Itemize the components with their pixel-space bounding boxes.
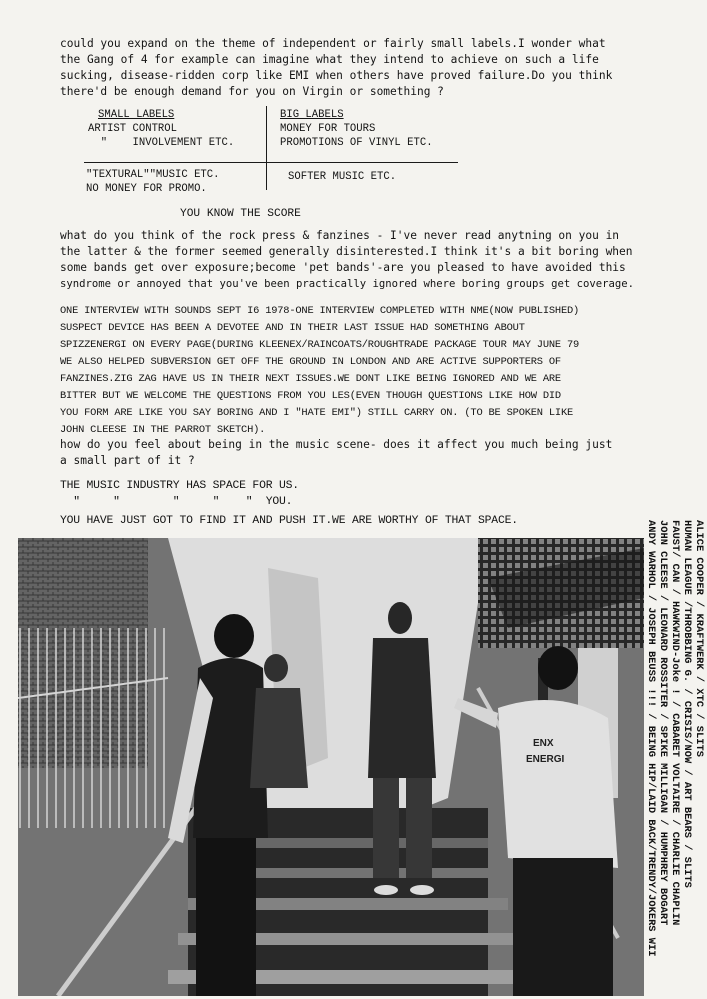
text-line: JOHN CLEESE IN THE PARROT SKETCH). (60, 424, 266, 436)
big-labels-line: MONEY FOR TOURS (280, 123, 376, 135)
small-labels-line: " INVOLVEMENT ETC. (88, 137, 235, 149)
text-line: ONE INTERVIEW WITH SOUNDS SEPT I6 1978-ONE INTERVIEW COMPLETED WITH NME(NOW PUBLISHED) (60, 305, 580, 317)
text-line: how do you feel about being in the music scene- does it affect you much being just (60, 438, 613, 451)
table-divider-vertical (266, 106, 267, 190)
labels-comparison-table (84, 104, 484, 200)
small-labels-line: NO MONEY FOR PROMO. (86, 183, 207, 195)
shirt-text: ENERGI (526, 754, 565, 765)
big-labels-line: PROMOTIONS OF VINYL ETC. (280, 137, 433, 149)
influences-strip (644, 518, 706, 999)
text-line: BITTER BUT WE WELCOME THE QUESTIONS FROM YOU LES(EVEN THOUGH QUESTIONS LIKE HOW DID (60, 390, 561, 402)
table-divider-horizontal (84, 162, 458, 163)
text-line: SUSPECT DEVICE HAS BEEN A DEVOTEE AND IN THEIR LAST ISSUE HAD SOMETHING ABOUT (60, 322, 525, 334)
text-line: YOU HAVE JUST GOT TO FIND IT AND PUSH IT.WE ARE WORTHY OF THAT SPACE. (60, 515, 518, 527)
strip-column: JOHN CLEESE / LEONARD ROSSITER / SPIKE MILLIGAN / HUMPHREY BOGART (657, 520, 669, 926)
strip-column: FAUST/ CAN / HAWKWIND-Joke ! / CABARET VOLTAIRE / CHARLIE CHAPLIN (669, 520, 681, 926)
band-photo (18, 538, 644, 996)
small-labels-heading: SMALL LABELS (98, 109, 175, 121)
big-labels-heading: BIG LABELS (280, 109, 344, 121)
big-labels-line: SOFTER MUSIC ETC. (288, 171, 397, 183)
text-line: could you expand on the theme of independent or fairly small labels.I wonder what (60, 37, 606, 50)
score-caption: YOU KNOW THE SCORE (180, 208, 301, 220)
text-line: sucking, disease-ridden corp like EMI when others have proved failure.Do you think (60, 69, 613, 82)
text-line: " " " " " YOU. (60, 496, 293, 508)
text-line: a small part of it ? (60, 454, 195, 467)
strip-column: ALICE COOPER / KRAFTWERK / XTC / SLITS (693, 520, 705, 757)
text-line: YOU FORM ARE LIKE YOU SAY BORING AND I "HATE EMI") STILL CARRY ON. (TO BE SPOKEN LIKE (60, 407, 574, 419)
text-line: FANZINES.ZIG ZAG HAVE US IN THEIR NEXT ISSUES.WE DONT LIKE BEING IGNORED AND WE ARE (60, 373, 561, 385)
text-line: some bands get over exposure;become 'pet bands'-are you pleased to have avoided this (60, 261, 626, 274)
small-labels-line: ARTIST CONTROL (88, 123, 178, 135)
text-line: WE ALSO HELPED SUBVERSION GET OFF THE GROUND IN LONDON AND ARE ACTIVE SUPPORTERS OF (60, 356, 561, 368)
text-line: the Gang of 4 for example can imagine what they intend to achieve on such a life (60, 53, 599, 66)
text-line: THE MUSIC INDUSTRY HAS SPACE FOR US. (60, 480, 299, 492)
text-line: syndrome or annoyed that you've been practically ignored where boring groups get coverage. (60, 278, 635, 290)
shirt-text: ENX (533, 738, 554, 749)
strip-column: HUMAN LEAGUE /THROBBING G. / CRISIS/NOW / ART BEARS / SLITS (681, 520, 693, 888)
text-line: the latter & the former seemed generally disinterested.I think it's a bit boring when (60, 245, 633, 258)
small-labels-line: "TEXTURAL""MUSIC ETC. (86, 169, 220, 181)
text-line: SPIZZENERGI ON EVERY PAGE(DURING KLEENEX/RAINCOATS/ROUGHTRADE PACKAGE TOUR MAY JUNE 79 (60, 339, 580, 351)
strip-column: ANDY WARHOL / JOSEPH BEUSS !!! / BEING HIP/LAID BACK/TRENDY/JOKERS WII (645, 520, 657, 957)
text-line: there'd be enough demand for you on Virgin or something ? (60, 85, 444, 98)
text-line: what do you think of the rock press & fanzines - I've never read anytning on you in (60, 229, 620, 242)
